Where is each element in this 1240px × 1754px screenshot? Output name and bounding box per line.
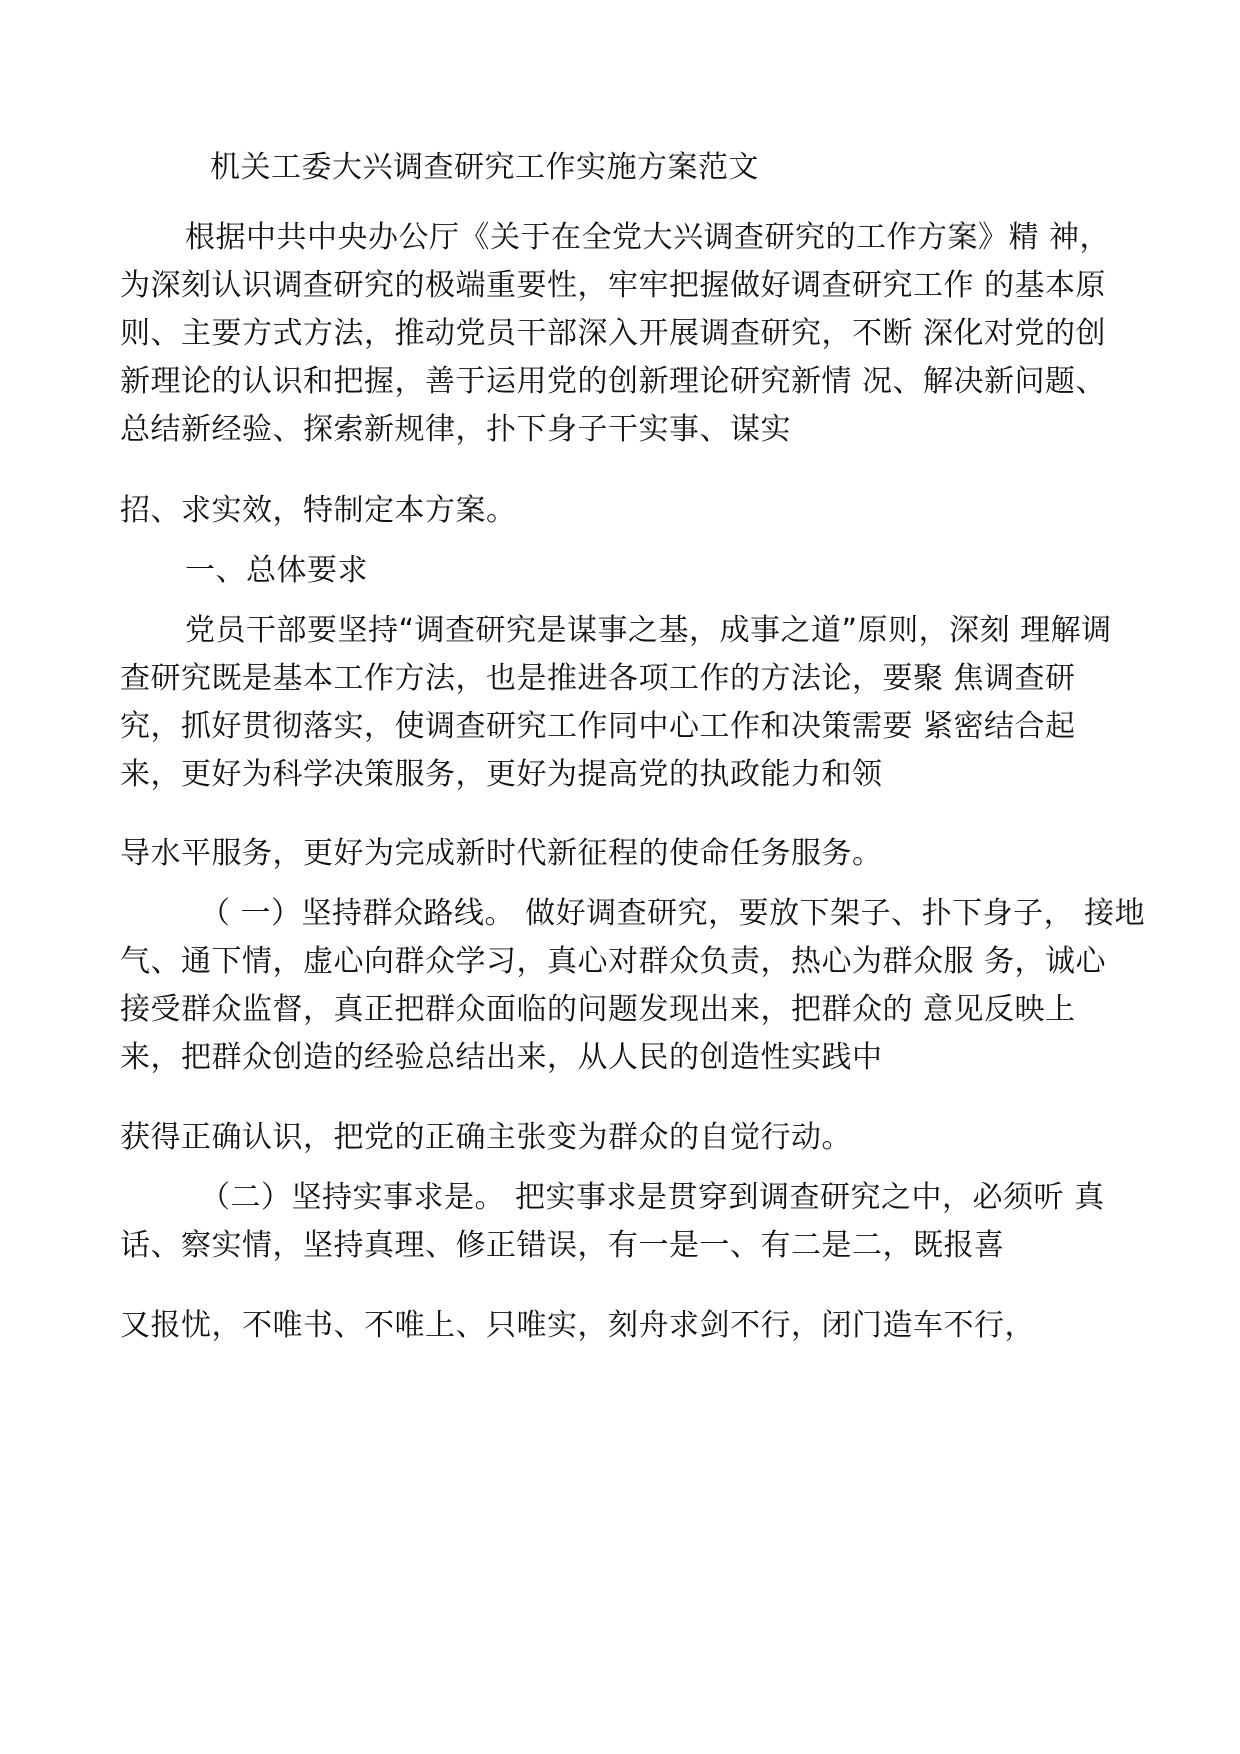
paragraph-line: 获得正确认识，把党的正确主张变为群众的自觉行动。 xyxy=(120,1120,852,1155)
paragraph-line: 为深刻认识调查研究的极端重要性，牢牢把握做好调查研究工作 的基本原 xyxy=(120,268,1107,303)
paragraph-line: 招、求实效，特制定本方案。 xyxy=(120,493,517,528)
paragraph-line: 又报忧，不唯书、不唯上、只唯实，刻舟求剑不行，闭门造车不行， xyxy=(120,1308,1035,1343)
paragraph-line: 接受群众监督，真正把群众面临的问题发现出来，把群众的 意见反映上 xyxy=(120,992,1076,1027)
paragraph-line: 查研究既是基本工作方法，也是推进各项工作的方法论，要聚 焦调查研 xyxy=(120,661,1076,696)
paragraph-line: 话、察实情，坚持真理、修正错误，有一是一、有二是二，既报喜 xyxy=(120,1228,1005,1263)
paragraph-line: 总结新经验、探索新规律，扑下身子干实事、谋实 xyxy=(120,412,791,447)
paragraph-line: 究，抓好贯彻落实，使调查研究工作同中心工作和决策需要 紧密结合起 xyxy=(120,709,1076,744)
section-heading: 一、总体要求 xyxy=(185,553,368,588)
paragraph-line: 根据中共中央办公厅《关于在全党大兴调查研究的工作方案》精 神， xyxy=(185,220,1111,255)
paragraph-line: 新理论的认识和把握，善于运用党的创新理论研究新情 况、解决新问题、 xyxy=(120,364,1107,399)
paragraph-line: 则、主要方式方法，推动党员干部深入开展调查研究，不断 深化对党的创 xyxy=(120,316,1107,351)
paragraph-line: 来，把群众创造的经验总结出来，从人民的创造性实践中 xyxy=(120,1040,883,1075)
paragraph-line: 来，更好为科学决策服务，更好为提高党的执政能力和领 xyxy=(120,757,883,792)
document-title: 机关工委大兴调查研究工作实施方案范文 xyxy=(210,150,759,185)
paragraph-line: 导水平服务，更好为完成新时代新征程的使命任务服务。 xyxy=(120,836,883,871)
subsection-line: （二）坚持实事求是。 把实事求是贯穿到调查研究之中，必须听 真 xyxy=(200,1180,1105,1215)
paragraph-line: 气、通下情，虚心向群众学习，真心对群众负责，热心为群众服 务，诚心 xyxy=(120,944,1107,979)
paragraph-line: 党员干部要坚持“调查研究是谋事之基，成事之道”原则，深刻 理解调 xyxy=(185,613,1112,648)
subsection-line: （ 一）坚持群众路线。 做好调查研究，要放下架子、扑下身子， 接地 xyxy=(200,896,1146,931)
